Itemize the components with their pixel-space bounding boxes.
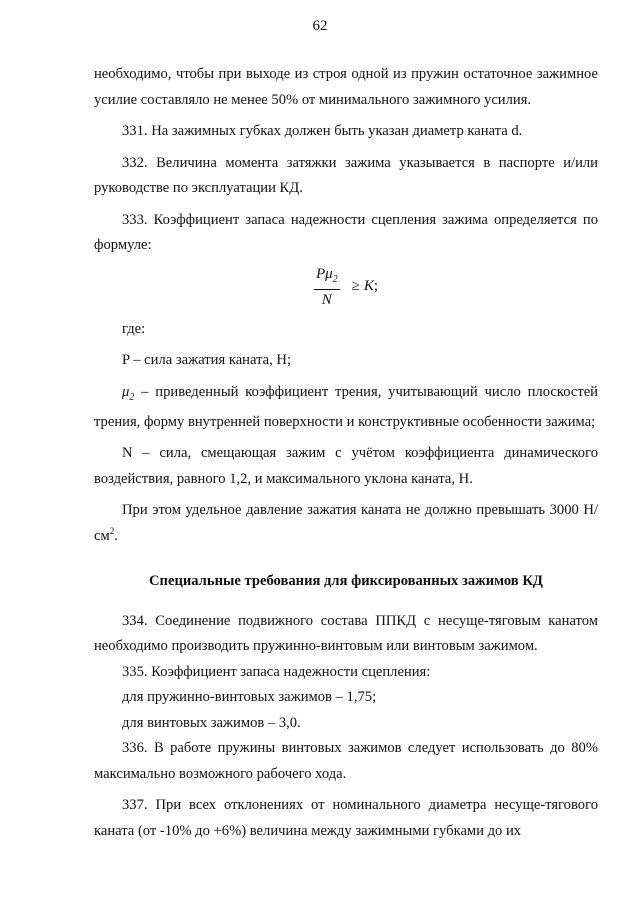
paragraph-336: 336. В работе пружины винтовых зажимов следует использовать до 80% максимально возможного рабочего хода. — [94, 740, 598, 782]
paragraph-333: 333. Коэффициент запаса надежности сцепления зажима определяется по формуле: — [94, 211, 598, 253]
paragraph-332: 332. Величина момента затяжки зажима указывается в паспорте и/или руководстве по эксплуатации КД. — [94, 154, 598, 196]
paragraph-331: 331. На зажимных губках должен быть указан диаметр каната d. — [122, 123, 523, 139]
paragraph-335-springscrew: для пружинно-винтовых зажимов – 1,75; — [122, 689, 377, 706]
paragraph-334: 334. Соединение подвижного состава ППКД с несуще-тяговым канатом необходимо производить пружинно-винтовым или винтовым зажимом. — [94, 612, 598, 655]
definition-p: P – сила зажатия каната, Н; — [122, 352, 292, 368]
pressure-paragraph — [94, 498, 598, 549]
definition-n: N – сила, смещающая зажим с учётом коэффициента динамического воздействия, равного 1,2, и максимального уклона каната, Н. — [94, 445, 598, 487]
mu-letter: μ — [122, 383, 130, 400]
pressure-text: При этом удельное давление зажатия каната не должно превышать 3000 Н/см — [94, 502, 598, 544]
formula-fraction — [314, 265, 340, 309]
formula-denominator: N — [321, 291, 332, 308]
formula-relation: ≥ — [351, 277, 360, 294]
safety-factor-formula — [94, 263, 598, 311]
formula-numerator — [314, 265, 340, 290]
formula-rhs: K — [363, 277, 374, 294]
mu-definition-text: – приведенный коэффициент трения, учитывающий число плоскостей трения, форму внутренней поверхности и конструктивные особенности зажима; — [94, 383, 598, 430]
paragraph-335-screw: для винтовых зажимов – 3,0. — [122, 714, 301, 731]
formula-end: ; — [373, 277, 379, 294]
paragraph-continuation: необходимо, чтобы при выходе из строя одной из пружин остаточное зажимное усилие составляло не менее 50% от минимального зажимного усилия. — [94, 66, 598, 108]
paragraph-337: 337. При всех отклонениях от номинального диаметра несуще-тягового каната (от -10% до +6%) величина между зажимными губками до их — [94, 797, 598, 839]
section-heading: Специальные требования для фиксированных зажимов КД — [149, 573, 543, 590]
pressure-end: . — [114, 527, 118, 544]
paragraph-335: 335. Коэффициент запаса надежности сцепления: — [122, 663, 431, 680]
mu-sub: 2 — [129, 391, 135, 403]
mu-symbol — [122, 383, 135, 403]
pressure-sup: 2 — [109, 526, 115, 537]
formula-numerator-sub: 2 — [332, 273, 338, 285]
page-number: 62 — [312, 18, 328, 34]
where-label: где: — [122, 320, 146, 337]
formula-numerator-text: Pμ — [315, 265, 333, 282]
definition-mu — [94, 380, 598, 436]
document-body — [94, 62, 598, 844]
